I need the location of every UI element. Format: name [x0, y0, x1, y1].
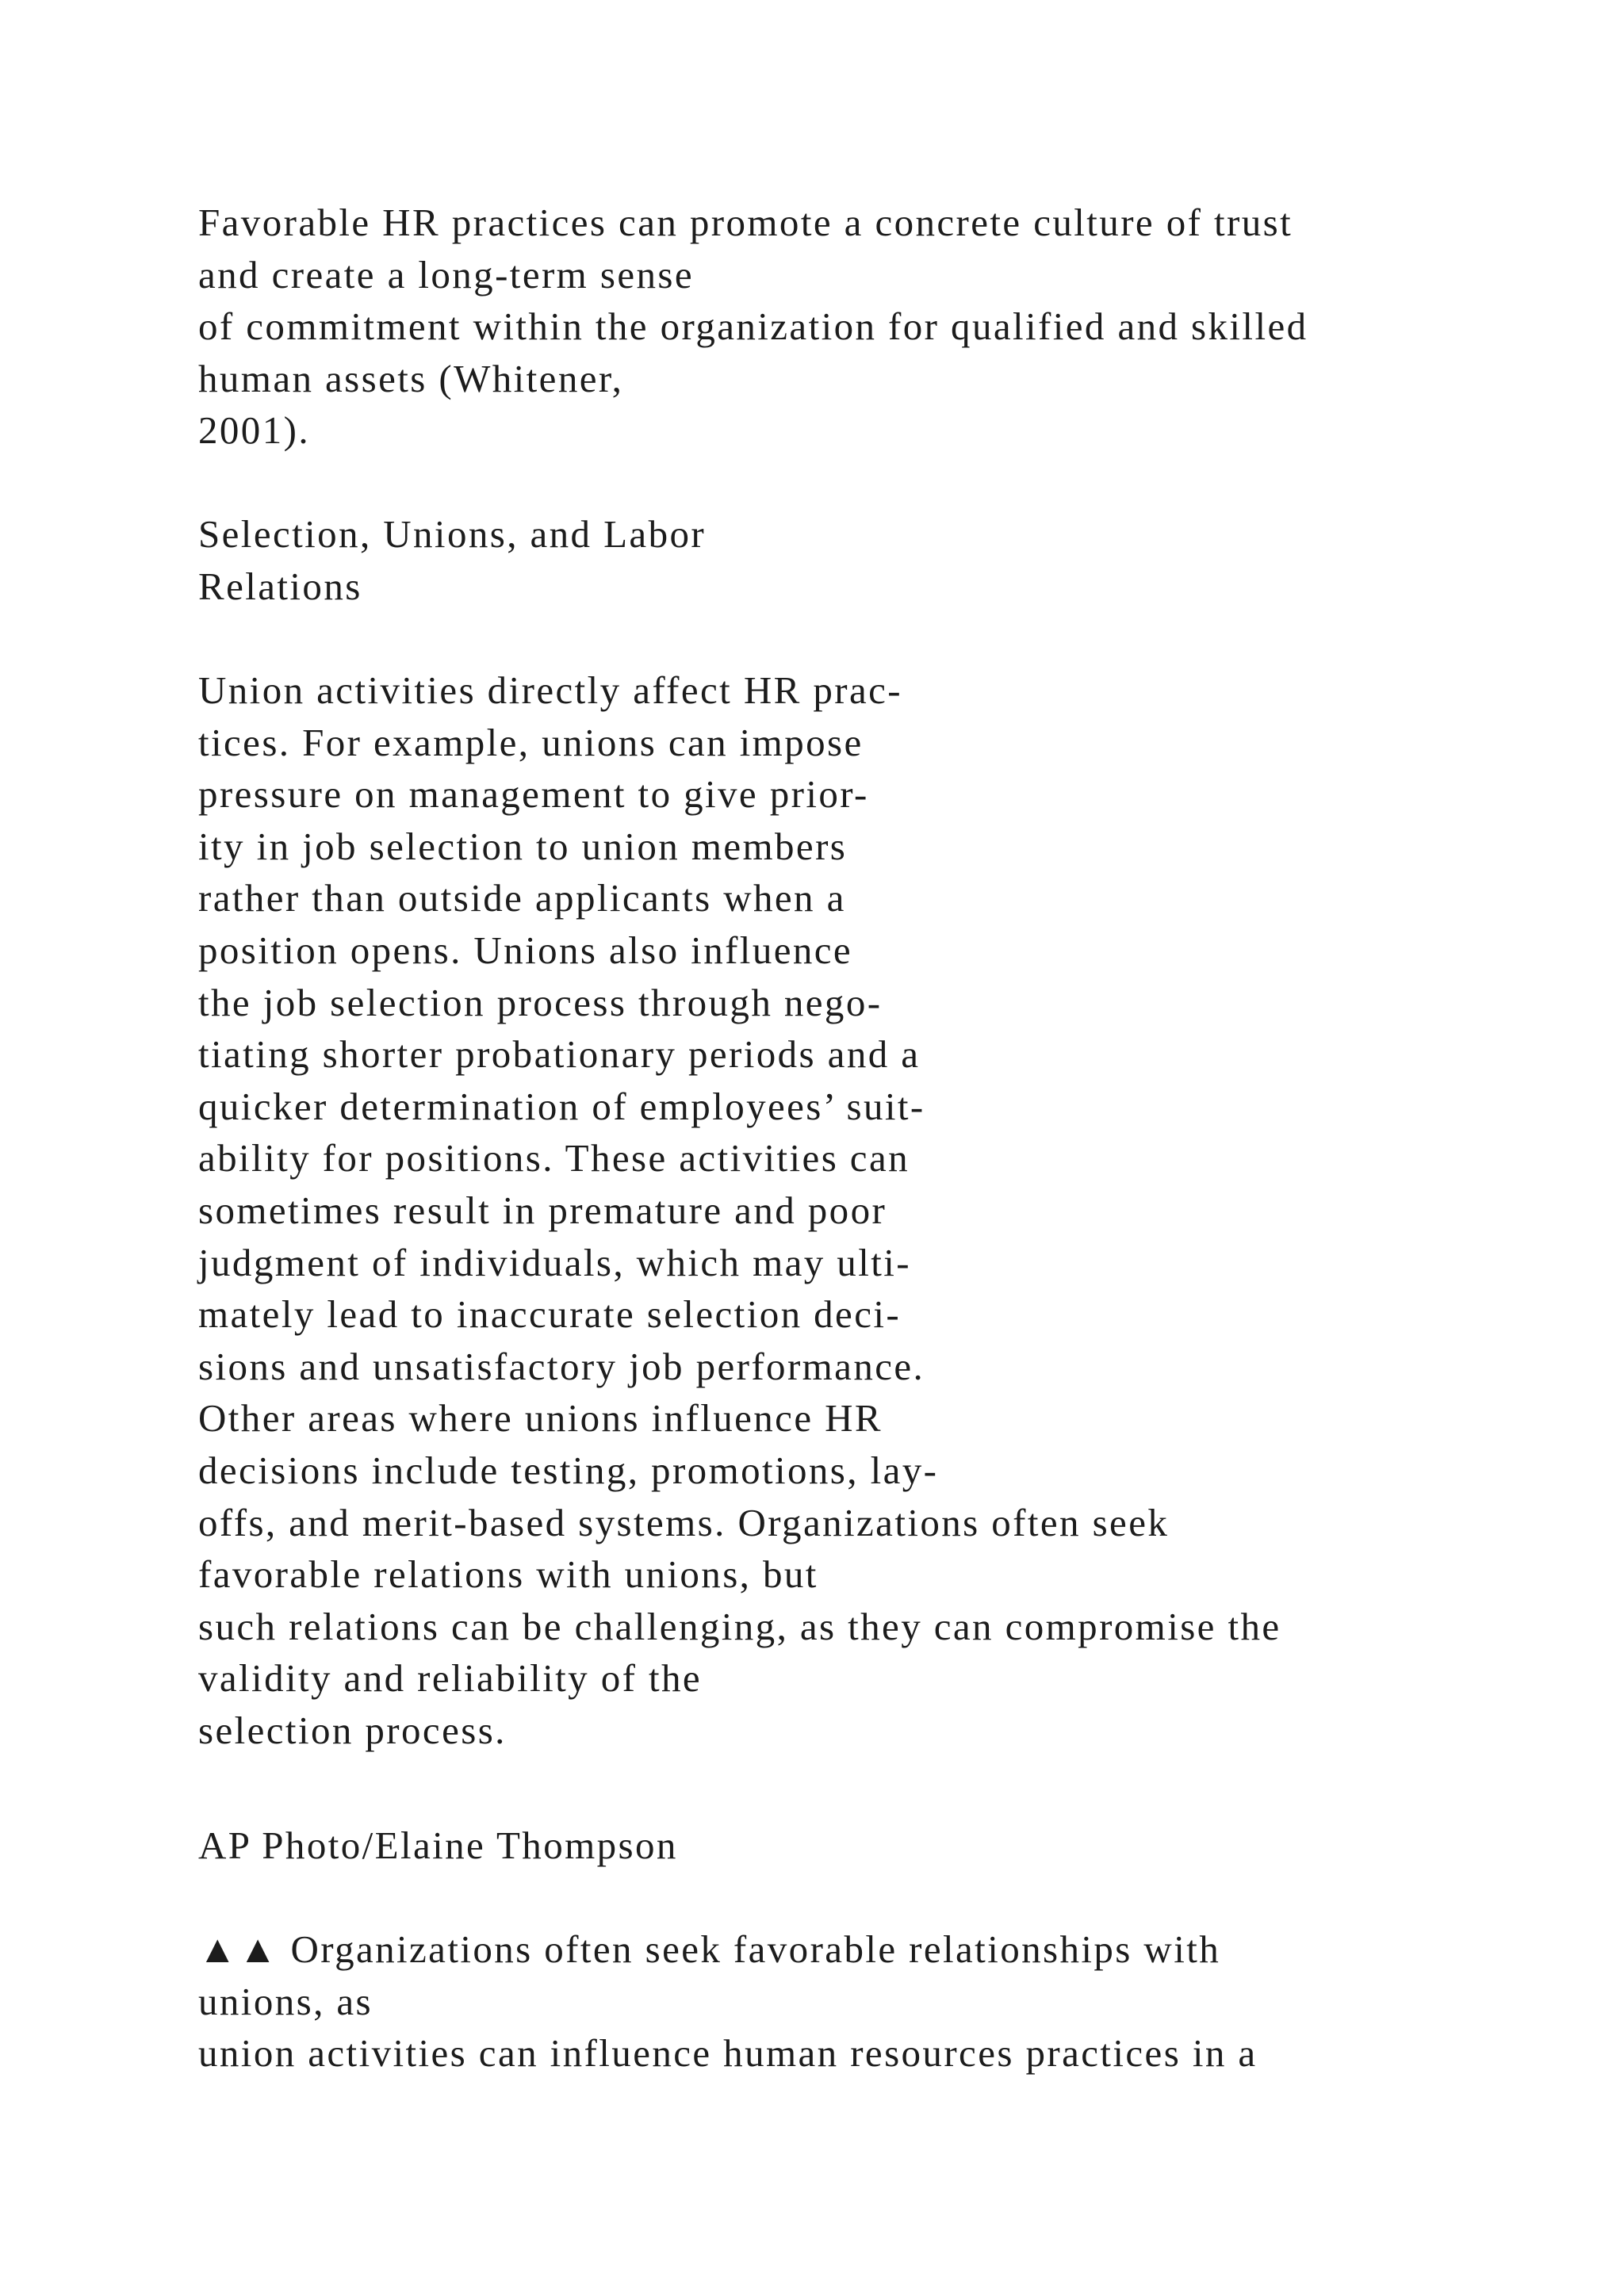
text-line: favorable relations with unions, but — [198, 1552, 818, 1597]
text-line: and create a long-term sense — [198, 252, 694, 297]
text-line: Other areas where unions influence HR — [198, 1396, 883, 1441]
text-line: selection process. — [198, 1708, 507, 1752]
caption-line: unions, as — [198, 1979, 373, 2023]
text-line: sions and unsatisfactory job performance. — [198, 1344, 925, 1388]
text-line: judgment of individuals, which may ulti- — [198, 1240, 911, 1284]
credit-line: AP Photo/Elaine Thompson — [198, 1823, 678, 1867]
text-line: human assets (Whitener, — [198, 356, 624, 400]
text-line: the job selection process through nego- — [198, 980, 883, 1024]
text-line: rather than outside applicants when a — [198, 876, 846, 920]
text-line: of commitment within the organization for qualified and skilled — [198, 304, 1308, 349]
body-paragraph — [198, 664, 1594, 1756]
caption-line: ▲▲ Organizations often seek favorable relationships with — [198, 1927, 1221, 1971]
intro-paragraph — [198, 197, 1594, 457]
text-line: ability for positions. These activities can — [198, 1136, 910, 1181]
heading-line: Relations — [198, 564, 362, 608]
text-line: 2001). — [198, 408, 310, 453]
text-line: tiating shorter probationary periods and a — [198, 1032, 921, 1077]
text-line: decisions include testing, promotions, lay- — [198, 1448, 939, 1492]
text-line: Favorable HR practices can promote a concrete culture of trust — [198, 201, 1293, 244]
text-line: position opens. Unions also influence — [198, 928, 853, 972]
photo-credit — [198, 1820, 1594, 1872]
photo-caption — [198, 1923, 1594, 2080]
heading-line: Selection, Unions, and Labor — [198, 512, 707, 556]
text-line: tices. For example, unions can impose — [198, 720, 864, 764]
text-line: pressure on management to give prior- — [198, 772, 869, 817]
text-line: such relations can be challenging, as they can compromise the — [198, 1604, 1281, 1648]
text-line: mately lead to inaccurate selection deci- — [198, 1292, 902, 1337]
text-line: offs, and merit-based systems. Organizations often seek — [198, 1500, 1170, 1544]
text-line: ity in job selection to union members — [198, 824, 848, 868]
text-line: quicker determination of employees’ suit- — [198, 1084, 925, 1128]
section-heading — [198, 508, 1594, 612]
text-line: sometimes result in premature and poor — [198, 1188, 887, 1232]
text-line: Union activities directly affect HR prac- — [198, 668, 902, 712]
caption-line: union activities can influence human resources practices in a — [198, 2031, 1258, 2076]
text-line: validity and reliability of the — [198, 1656, 703, 1701]
